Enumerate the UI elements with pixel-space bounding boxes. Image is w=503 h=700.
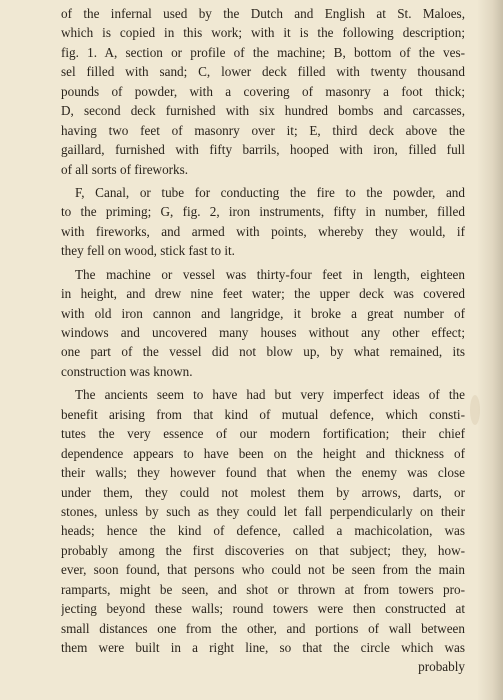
text-line: to the priming; G, fig. 2, iron instruments, fifty in number, filled xyxy=(61,204,465,220)
text-line: probably among the first discoveries on that subject; they, how- xyxy=(61,542,465,558)
page-edge-shadow xyxy=(477,0,503,700)
text-line: D, second deck furnished with six hundred bombs and carcasses, xyxy=(61,103,465,119)
catchword: probably xyxy=(418,659,465,675)
text-line: of the infernal used by the Dutch and English at St. Maloes, xyxy=(61,6,465,21)
text-line: their walls; they however found that when the enemy was close xyxy=(61,465,465,481)
text-line: ramparts, might be seen, and shot or thrown at from towers pro- xyxy=(61,581,465,597)
text-line: benefit arising from that kind of mutual defence, which consti- xyxy=(61,406,465,422)
text-line: having two feet of masonry over it; E, third deck above the xyxy=(61,122,465,138)
body-text xyxy=(61,4,465,677)
text-line: jecting beyond these walls; round towers were then constructed at xyxy=(61,601,465,617)
paragraph-start: The machine or vessel was thirty-four feet in length, eighteen xyxy=(75,266,465,282)
text-line: which is copied in this work; with it is the following description; xyxy=(61,25,465,41)
text-line: heads; hence the kind of defence, called a machicolation, was xyxy=(61,523,465,539)
text-line: of all sorts of fireworks. xyxy=(61,161,189,177)
text-line: gaillard, furnished with fifty barrils, hooped with iron, filled full xyxy=(61,142,465,158)
text-line: fig. 1. A, section or profile of the machine; B, bottom of the ves- xyxy=(61,44,465,60)
text-line: ever, soon found, that persons who could not be seen from the main xyxy=(61,562,465,578)
text-line: under them, they could not molest them by arrows, darts, or xyxy=(61,484,465,500)
paragraph-start: F, Canal, or tube for conducting the fire to the powder, and xyxy=(75,184,465,200)
text-line: them were built in a right line, so that the circle which was xyxy=(61,640,465,655)
text-line: dependence appears to have been on the height and thickness of xyxy=(61,445,465,461)
text-line: small distances one from the other, and portions of wall between xyxy=(61,620,465,636)
text-line: pounds of powder, with a covering of masonry a foot thick; xyxy=(61,83,465,99)
text-line: in height, and drew nine feet water; the upper deck was covered xyxy=(61,286,465,302)
text-line: one part of the vessel did not blow up, by what remained, its xyxy=(61,344,465,360)
text-line: stones, unless by such as they could let fall perpendicularly on their xyxy=(61,503,465,519)
paragraph-start: The ancients seem to have had but very imperfect ideas of the xyxy=(75,387,465,403)
text-line: they fell on wood, stick fast to it. xyxy=(61,243,235,259)
text-line: windows and uncovered many houses without any other effect; xyxy=(61,325,465,340)
text-line: with old iron cannon and langridge, it broke a great number of xyxy=(61,305,465,321)
text-line: sel filled with sand; C, lower deck filled with twenty thousand xyxy=(61,64,465,80)
text-line: tutes the very essence of our modern fortification; their chief xyxy=(61,426,465,442)
text-line: construction was known. xyxy=(61,363,193,379)
text-line: with fireworks, and armed with points, whereby they would, if xyxy=(61,223,465,239)
